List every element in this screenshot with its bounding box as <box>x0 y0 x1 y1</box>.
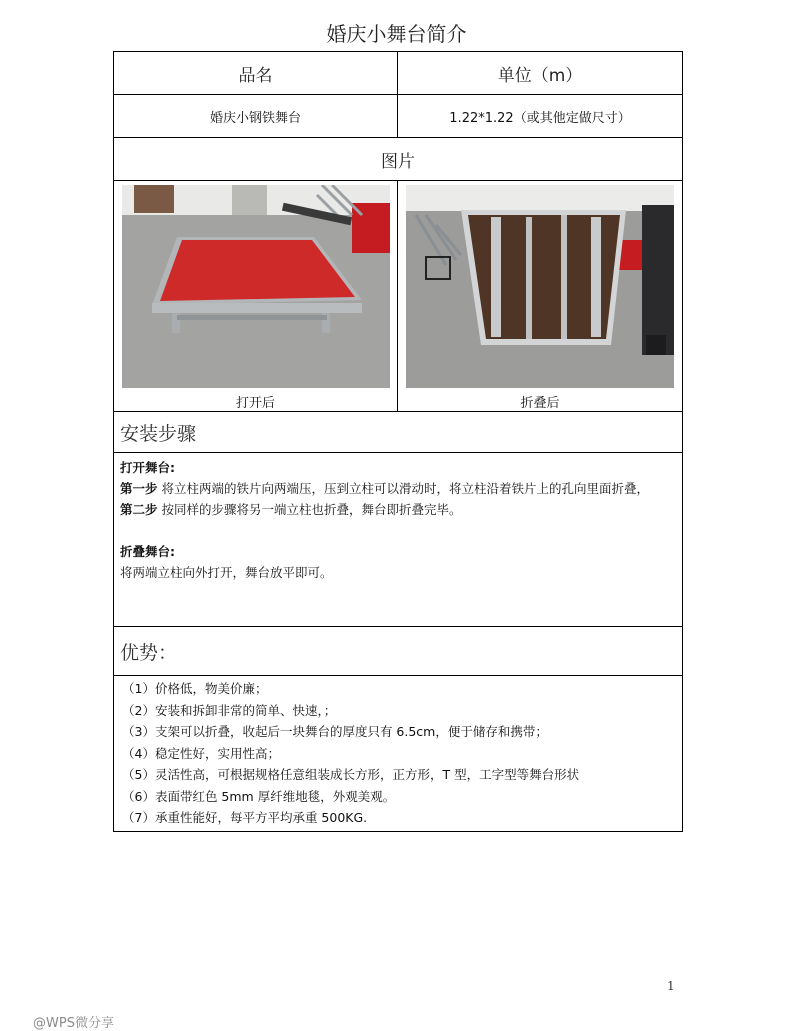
page-number: 1 <box>667 979 675 993</box>
fold-stage-title: 折叠舞台: <box>120 544 175 559</box>
product-table <box>113 51 683 832</box>
step-one-label: 第一步 <box>120 481 158 496</box>
advantages-list <box>114 676 683 832</box>
advantages-heading: 优势： <box>114 627 683 676</box>
install-steps-heading: 安装步骤 <box>114 412 683 453</box>
photo-open-cell <box>114 181 398 412</box>
step-two <box>120 499 676 520</box>
step-one-text: 将立柱两端的铁片向两端压，压到立柱可以滑动时，将立柱沿着铁片上的孔向里面折叠， <box>157 481 649 496</box>
advantage-item: （4）稳定性好，实用性高； <box>122 745 280 761</box>
document-title: 婚庆小舞台简介 <box>326 22 467 46</box>
header-product-name: 品名 <box>114 52 398 95</box>
stage-open-photo <box>122 185 390 388</box>
advantage-item: （3）支架可以折叠，收起后一块舞台的厚度只有 6.5cm，便于储存和携带； <box>122 724 548 739</box>
advantage-item: （7）承重性能好，每平方平均承重 500KG. <box>122 810 368 825</box>
step-one <box>120 478 676 499</box>
photo-folded-cell <box>398 181 683 412</box>
header-unit: 单位（m） <box>398 52 683 95</box>
advantage-item: （6）表面带红色 5mm 厚纤维地毯，外观美观。 <box>122 788 396 804</box>
fold-stage-text: 将两端立柱向外打开，舞台放平即可。 <box>120 565 333 580</box>
product-name-cell: 婚庆小钢铁舞台 <box>114 95 398 138</box>
pictures-header: 图片 <box>114 138 683 181</box>
advantage-item: （2）安装和拆卸非常的简单、快速，； <box>122 702 337 718</box>
advantage-item: （1）价格低，物美价廉； <box>122 681 268 696</box>
advantage-item: （5）灵活性高，可根据规格任意组装成长方形，正方形，T 型，工字型等舞台形状 <box>122 767 580 782</box>
photo-folded-caption: 折叠后 <box>520 396 560 411</box>
step-two-text: 按同样的步骤将另一端立柱也折叠，舞台即折叠完毕。 <box>157 502 462 517</box>
step-two-label: 第二步 <box>120 502 158 517</box>
install-steps-body <box>114 453 683 627</box>
open-stage-title: 打开舞台: <box>120 460 175 475</box>
stage-folded-photo <box>406 185 674 388</box>
photo-open-caption: 打开后 <box>235 396 275 411</box>
wps-watermark: @WPS微分享 <box>33 1016 114 1031</box>
product-size-cell: 1.22*1.22（或其他定做尺寸） <box>398 95 683 138</box>
